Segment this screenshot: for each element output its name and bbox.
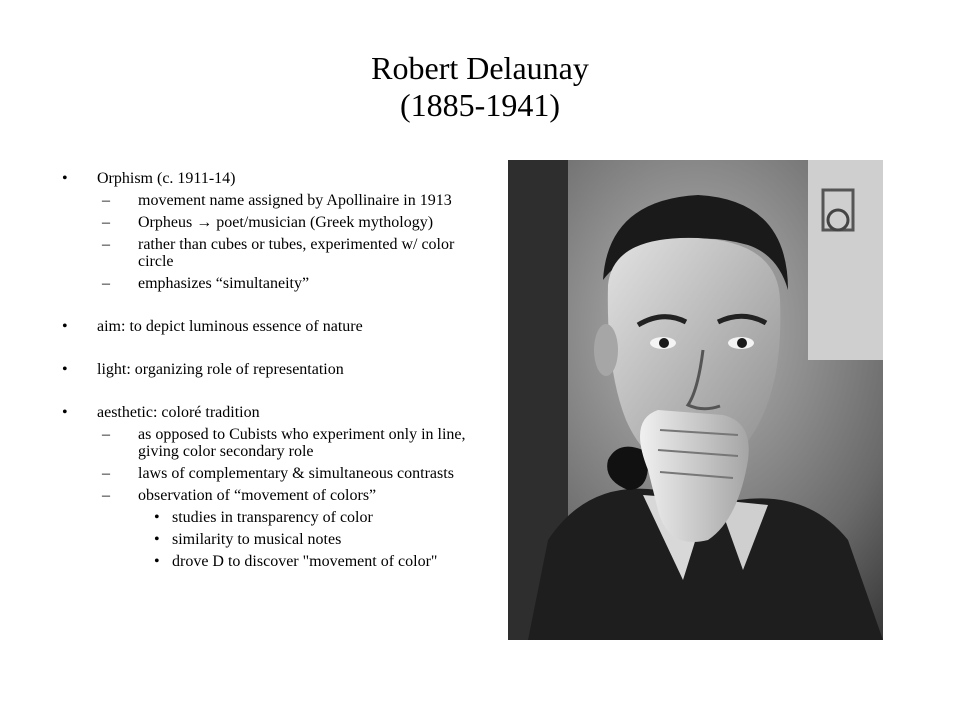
bullet-marker: •: [62, 361, 68, 378]
dash-marker: –: [102, 487, 110, 504]
dash-marker: –: [102, 426, 110, 443]
dash-marker: –: [102, 275, 110, 292]
bullet-orphism: • Orphism (c. 1911-14): [62, 170, 236, 187]
portrait-photo-icon: [508, 160, 883, 640]
sub-item: – observation of “movement of colors”: [102, 487, 377, 504]
bullet-aim: • aim: to depict luminous essence of nature: [62, 318, 363, 335]
sub-item: – laws of complementary & simultaneous contrasts: [102, 465, 454, 482]
sub-sub-item: • studies in transparency of color: [154, 509, 373, 526]
sub-item: – Orpheus → poet/musician (Greek mythology): [102, 214, 434, 231]
bullet-marker: •: [154, 509, 160, 526]
sub-sub-item: • similarity to musical notes: [154, 531, 342, 548]
bullet-marker: •: [154, 531, 160, 548]
dash-marker: –: [102, 236, 110, 253]
sub-item: – as opposed to Cubists who experiment only in line, giving color secondary role: [102, 426, 466, 460]
sub-item: – movement name assigned by Apollinaire in 1913: [102, 192, 452, 209]
slide-title: [0, 50, 960, 124]
title-dates: (1885-1941): [400, 87, 560, 123]
dash-marker: –: [102, 214, 110, 231]
sub-item: – rather than cubes or tubes, experimented w/ color circle: [102, 236, 455, 270]
dash-marker: –: [102, 192, 110, 209]
bullet-marker: •: [154, 553, 160, 570]
bullet-marker: •: [62, 404, 68, 421]
sub-item: – emphasizes “simultaneity”: [102, 275, 310, 292]
bullet-list: [62, 170, 482, 570]
bullet-aesthetic: • aesthetic: coloré tradition: [62, 404, 260, 421]
bullet-light: • light: organizing role of representation: [62, 361, 344, 378]
portrait-photo: [508, 160, 883, 640]
sub-sub-item: • drove D to discover "movement of color": [154, 553, 438, 570]
bullet-marker: •: [62, 170, 68, 187]
dash-marker: –: [102, 465, 110, 482]
title-name: Robert Delaunay: [371, 50, 589, 86]
bullet-marker: •: [62, 318, 68, 335]
